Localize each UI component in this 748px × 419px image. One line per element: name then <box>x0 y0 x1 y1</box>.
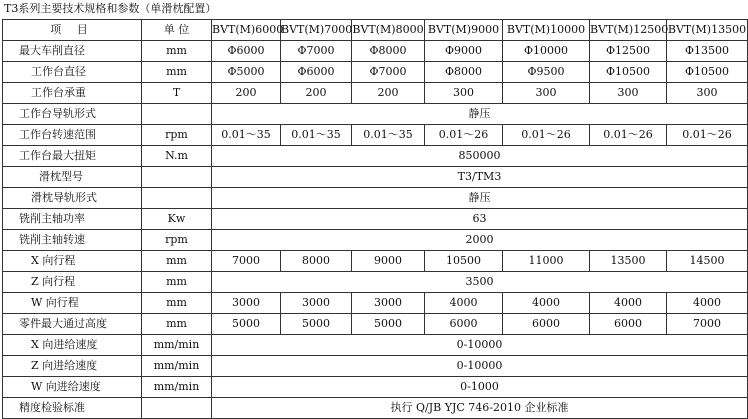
row-value: Φ6000 <box>281 62 352 83</box>
row-unit <box>142 167 212 188</box>
row-unit: mm/min <box>142 377 212 398</box>
table-row <box>3 377 748 398</box>
row-unit: mm <box>142 272 212 293</box>
table-row <box>3 188 748 209</box>
row-item-label: 零件最大通过高度 <box>3 314 142 335</box>
header-model: BVT(M)9000 <box>425 20 503 41</box>
row-shared-value: 0-1000 <box>212 377 748 398</box>
row-value: 7000 <box>212 251 281 272</box>
row-value: 300 <box>503 83 590 104</box>
row-value: Φ12500 <box>590 41 667 62</box>
row-value: Φ9500 <box>503 62 590 83</box>
table-row <box>3 83 748 104</box>
row-item-label: 铣削主轴功率 <box>3 209 142 230</box>
row-unit: mm <box>142 293 212 314</box>
row-shared-value: 执行 Q/JB YJC 746-2010 企业标准 <box>212 398 748 419</box>
row-value: 6000 <box>590 314 667 335</box>
row-value: 5000 <box>352 314 425 335</box>
row-unit: N.m <box>142 146 212 167</box>
row-value: Φ13500 <box>667 41 748 62</box>
row-unit <box>142 188 212 209</box>
row-item-label: 滑枕型号 <box>3 167 142 188</box>
spec-table-header <box>3 20 748 41</box>
row-item-label: 工作台导轨形式 <box>3 104 142 125</box>
table-row <box>3 314 748 335</box>
table-row <box>3 209 748 230</box>
row-value: Φ8000 <box>352 41 425 62</box>
row-item-label: Z 向行程 <box>3 272 142 293</box>
row-value: Φ5000 <box>212 62 281 83</box>
row-value: 4000 <box>590 293 667 314</box>
row-value: 200 <box>281 83 352 104</box>
row-value: 7000 <box>667 314 748 335</box>
row-unit: mm/min <box>142 335 212 356</box>
row-value: 0.01～35 <box>212 125 281 146</box>
row-item-label: X 向行程 <box>3 251 142 272</box>
row-value: 0.01～26 <box>590 125 667 146</box>
table-caption: T3系列主要技术规格和参数（单滑枕配置） <box>4 2 217 15</box>
row-value: 0.01～26 <box>425 125 503 146</box>
table-row <box>3 272 748 293</box>
row-item-label: 滑枕导轨形式 <box>3 188 142 209</box>
header-model: BVT(M)8000 <box>352 20 425 41</box>
row-shared-value: 静压 <box>212 104 748 125</box>
row-value: Φ7000 <box>352 62 425 83</box>
table-row <box>3 125 748 146</box>
row-item-label: X 向进给速度 <box>3 335 142 356</box>
row-item-label: 工作台转速范围 <box>3 125 142 146</box>
row-unit: mm <box>142 41 212 62</box>
row-item-label: 最大车削直径 <box>3 41 142 62</box>
spec-table <box>2 19 748 419</box>
row-value: Φ6000 <box>212 41 281 62</box>
row-value: 0.01～26 <box>503 125 590 146</box>
row-value: 11000 <box>503 251 590 272</box>
row-shared-value: 静压 <box>212 188 748 209</box>
row-item-label: 工作台直径 <box>3 62 142 83</box>
row-value: 0.01～35 <box>352 125 425 146</box>
row-unit <box>142 104 212 125</box>
table-row <box>3 356 748 377</box>
row-value: 300 <box>667 83 748 104</box>
header-unit: 单 位 <box>142 20 212 41</box>
row-shared-value: 850000 <box>212 146 748 167</box>
row-value: 6000 <box>503 314 590 335</box>
header-model: BVT(M)6000 <box>212 20 281 41</box>
table-row <box>3 230 748 251</box>
row-value: 6000 <box>425 314 503 335</box>
spec-table-body <box>3 41 748 419</box>
row-value: 3000 <box>212 293 281 314</box>
row-value: Φ10500 <box>590 62 667 83</box>
row-value: 3000 <box>352 293 425 314</box>
table-row <box>3 293 748 314</box>
table-row <box>3 167 748 188</box>
row-unit: mm <box>142 314 212 335</box>
row-unit: T <box>142 83 212 104</box>
row-value: 4000 <box>667 293 748 314</box>
table-row <box>3 335 748 356</box>
row-value: 8000 <box>281 251 352 272</box>
row-value: 300 <box>590 83 667 104</box>
table-row <box>3 398 748 419</box>
row-value: 200 <box>212 83 281 104</box>
table-row <box>3 62 748 83</box>
row-value: Φ8000 <box>425 62 503 83</box>
row-unit: mm <box>142 251 212 272</box>
row-value: 4000 <box>503 293 590 314</box>
table-row <box>3 41 748 62</box>
row-shared-value: 0-10000 <box>212 356 748 377</box>
row-value: Φ10000 <box>503 41 590 62</box>
row-item-label: W 向进给速度 <box>3 377 142 398</box>
row-value: 9000 <box>352 251 425 272</box>
row-value: 5000 <box>212 314 281 335</box>
row-value: 10500 <box>425 251 503 272</box>
header-model: BVT(M)7000 <box>281 20 352 41</box>
row-unit: mm/min <box>142 356 212 377</box>
row-item-label: 工作台承重 <box>3 83 142 104</box>
row-value: 300 <box>425 83 503 104</box>
header-row <box>3 20 748 41</box>
row-value: 14500 <box>667 251 748 272</box>
row-item-label: Z 向进给速度 <box>3 356 142 377</box>
header-model: BVT(M)10000 <box>503 20 590 41</box>
table-row <box>3 251 748 272</box>
row-value: Φ7000 <box>281 41 352 62</box>
row-shared-value: 63 <box>212 209 748 230</box>
row-value: 13500 <box>590 251 667 272</box>
row-item-label: 铣削主轴转速 <box>3 230 142 251</box>
table-row <box>3 146 748 167</box>
row-value: 5000 <box>281 314 352 335</box>
row-unit: rpm <box>142 125 212 146</box>
row-unit: rpm <box>142 230 212 251</box>
row-value: 0.01～26 <box>667 125 748 146</box>
row-unit <box>142 398 212 419</box>
row-unit: mm <box>142 62 212 83</box>
row-unit: Kw <box>142 209 212 230</box>
header-item: 项 目 <box>3 20 142 41</box>
table-row <box>3 104 748 125</box>
row-shared-value: 3500 <box>212 272 748 293</box>
row-shared-value: 2000 <box>212 230 748 251</box>
row-item-label: 精度检验标准 <box>3 398 142 419</box>
row-item-label: 工作台最大扭矩 <box>3 146 142 167</box>
row-shared-value: T3/TM3 <box>212 167 748 188</box>
row-item-label: W 向行程 <box>3 293 142 314</box>
row-shared-value: 0-10000 <box>212 335 748 356</box>
row-value: 4000 <box>425 293 503 314</box>
row-value: Φ10500 <box>667 62 748 83</box>
row-value: 0.01～35 <box>281 125 352 146</box>
row-value: Φ9000 <box>425 41 503 62</box>
header-model: BVT(M)12500 <box>590 20 667 41</box>
row-value: 3000 <box>281 293 352 314</box>
header-model: BVT(M)13500 <box>667 20 748 41</box>
row-value: 200 <box>352 83 425 104</box>
